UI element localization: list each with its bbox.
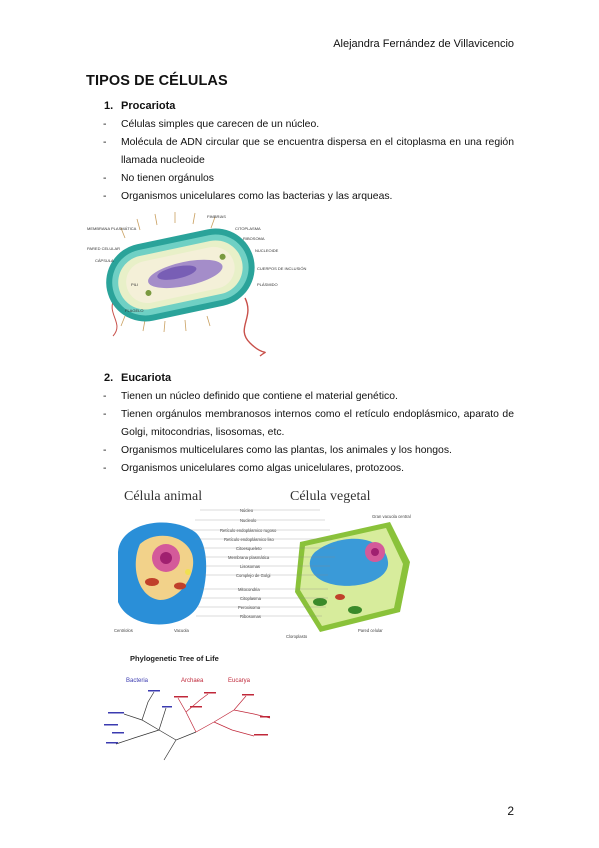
label-mitocondria: Mitocondria [238,587,260,592]
list-item: - Molécula de ADN circular que se encuentra dispersa en el citoplasma en una región llamada nucleoide [103,134,514,170]
label-citoplasma: Citoplasma [240,596,261,601]
section-eucariota-heading [104,372,171,384]
label-peroxisoma: Peroxisoma [238,605,261,610]
label-centriolos: Centriolos [114,628,133,633]
animal-plant-cell-image [100,482,420,642]
label-cloroplasto: Cloroplasto [286,634,308,639]
label-pared-celular: Pared celular [358,628,383,633]
tree-domain-bacteria: Bacteria [126,678,149,684]
list-item: - Tienen un núcleo definido que contiene el material genético. [103,388,514,406]
label-gran-vacuola: Gran vacuola central [372,514,411,519]
label-flagelo: FLAGELO [125,308,144,313]
label-vacuola: Vacuola [174,628,189,633]
tree-title: Phylogenetic Tree of Life [130,654,219,663]
section-title: Procariota [121,100,176,112]
list-item: - No tienen orgánulos [103,170,514,188]
section-number: 1. [104,100,114,112]
tree-domain-archaea: Archaea [181,678,204,684]
label-capsula: CÁPSULA [95,258,114,263]
label-ribosoma: RIBOSOMA [243,236,265,241]
author-name: Alejandra Fernández de Villavicencio [333,38,514,50]
label-nucleoide: NUCLEOIDE [255,248,279,253]
label-plasmido: PLÁSMIDO [257,282,278,287]
section-number: 2. [104,372,114,384]
label-membrana-plasmatica: Membrana plasmática [228,555,270,560]
label-nucleolo: Nucleolo [240,518,257,523]
eucariota-list [103,388,514,478]
list-item: - Tienen orgánulos membranosos internos como el retículo endoplásmico, aparato de Golgi, mitocondrias, lisosomas, etc. [103,406,514,442]
prokaryote-cell-image [85,208,307,358]
label-nucleo: Núcleo [240,508,254,513]
label-rel: Retículo endoplásmico liso [224,537,274,542]
section-title: Eucariota [121,372,172,384]
list-item: - Organismos unicelulares como algas unicelulares, protozoos. [103,460,514,478]
label-ribosomas: Ribosomas [240,614,261,619]
section-procariota-heading [104,100,175,112]
label-citoesqueleto: Citoesqueleto [236,546,262,551]
label-pared: PARED CELULAR [87,246,121,251]
tree-domain-eucarya: Eucarya [228,678,251,684]
page-title: TIPOS DE CÉLULAS [86,73,228,89]
label-cuerpos: CUERPOS DE INCLUSIÓN [257,266,307,271]
label-lisosomas: Lisosomas [240,564,261,569]
list-item: - Organismos multicelulares como las plantas, los animales y los hongos. [103,442,514,460]
title-celula-vegetal: Célula vegetal [290,489,371,504]
label-rer: Retículo endoplásmico rugoso [220,528,277,533]
list-item: - Organismos unicelulares como las bacterias y las arqueas. [103,188,514,206]
label-pili: PILI [131,282,139,287]
label-fimbrias: FIMBRIAS [207,214,226,219]
title-celula-animal: Célula animal [124,489,203,504]
procariota-list [103,116,514,206]
phylogenetic-tree-image [104,650,284,770]
label-membrana: MEMBRANA PLASMÁTICA [87,226,137,231]
page-number: 2 [507,804,514,818]
list-item: - Células simples que carecen de un núcleo. [103,116,514,134]
label-citoplasma: CITOPLASMA [235,226,261,231]
label-golgi: Complejo de Golgi [236,573,271,578]
